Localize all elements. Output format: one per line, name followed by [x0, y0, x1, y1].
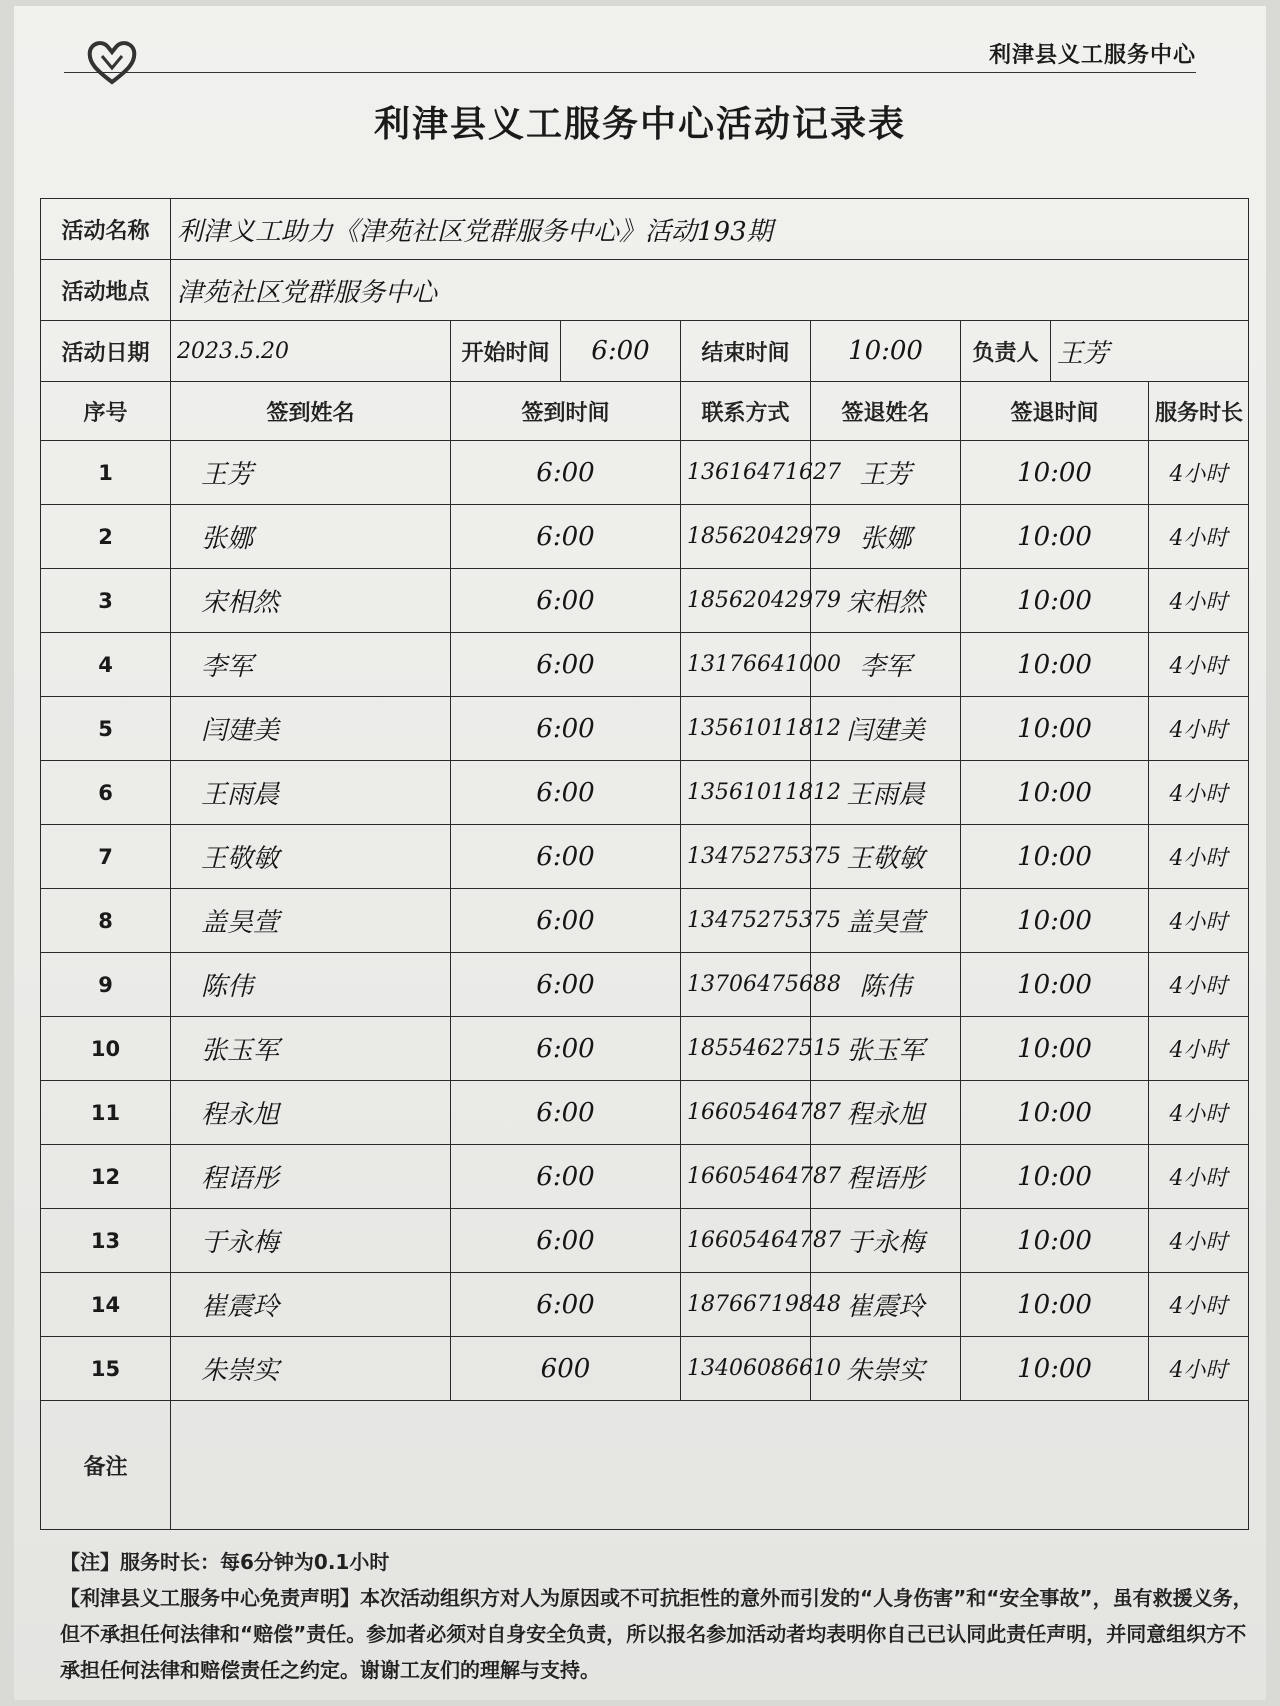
- signin-name: 陈伟: [171, 953, 451, 1017]
- signin-time: 6:00: [451, 889, 681, 953]
- row-seq: 6: [41, 761, 171, 825]
- signin-name: 宋相然: [171, 569, 451, 633]
- paper-sheet: [14, 6, 1266, 1700]
- service-duration: 4小时: [1149, 1017, 1249, 1081]
- phone: 13475275375: [681, 889, 811, 953]
- row-seq: 13: [41, 1209, 171, 1273]
- phone: 13706475688: [681, 953, 811, 1017]
- signout-name: 宋相然: [811, 569, 961, 633]
- page-title: 利津县义工服务中心活动记录表: [373, 104, 906, 145]
- org-name: 利津县义工服务中心: [988, 43, 1196, 68]
- phone: 18562042979: [681, 569, 811, 633]
- table-row: [41, 1081, 1249, 1145]
- table-row: [41, 1145, 1249, 1209]
- phone: 13561011812: [681, 761, 811, 825]
- signin-name: 朱崇实: [171, 1337, 451, 1401]
- table-row: [41, 825, 1249, 889]
- leader-label: 负责人: [961, 321, 1051, 382]
- activity-name-label: 活动名称: [41, 199, 171, 260]
- service-duration: 4小时: [1149, 953, 1249, 1017]
- heart-logo-icon: [84, 34, 140, 90]
- table-row: [41, 633, 1249, 697]
- header-divider: [64, 72, 1196, 73]
- row-seq: 8: [41, 889, 171, 953]
- signin-time: 6:00: [451, 1145, 681, 1209]
- location-value: 津苑社区党群服务中心: [171, 260, 1249, 321]
- remark-row: [41, 1401, 1249, 1530]
- service-duration: 4小时: [1149, 633, 1249, 697]
- row-seq: 7: [41, 825, 171, 889]
- service-duration: 4小时: [1149, 1273, 1249, 1337]
- end-time-label: 结束时间: [681, 321, 811, 382]
- end-time-value: 10:00: [811, 321, 961, 382]
- activity-name-value: 利津义工助力《津苑社区党群服务中心》活动193期: [171, 199, 1249, 260]
- phone: 16605464787: [681, 1209, 811, 1273]
- signin-name: 王敬敏: [171, 825, 451, 889]
- table-row: [41, 1209, 1249, 1273]
- signin-time: 6:00: [451, 441, 681, 505]
- col-header-signin-name: 签到姓名: [171, 382, 451, 441]
- signin-name: 张娜: [171, 505, 451, 569]
- service-duration: 4小时: [1149, 761, 1249, 825]
- signout-name: 朱崇实: [811, 1337, 961, 1401]
- table-row: [41, 1337, 1249, 1401]
- signout-name: 于永梅: [811, 1209, 961, 1273]
- signin-time: 600: [451, 1337, 681, 1401]
- signout-time: 10:00: [961, 1145, 1149, 1209]
- signout-time: 10:00: [961, 1017, 1149, 1081]
- signin-time: 6:00: [451, 1017, 681, 1081]
- service-duration-note: 【注】服务时长：每6分钟为0.1小时: [60, 1550, 390, 1574]
- leader-value: 王芳: [1051, 321, 1249, 382]
- column-header-row: [41, 382, 1249, 441]
- signout-name: 王雨晨: [811, 761, 961, 825]
- service-duration: 4小时: [1149, 1209, 1249, 1273]
- col-header-signin-time: 签到时间: [451, 382, 681, 441]
- signout-time: 10:00: [961, 633, 1149, 697]
- signout-time: 10:00: [961, 825, 1149, 889]
- phone: 13475275375: [681, 825, 811, 889]
- service-duration: 4小时: [1149, 1337, 1249, 1401]
- activity-name-row: [41, 199, 1249, 260]
- signin-time: 6:00: [451, 505, 681, 569]
- table-row: [41, 889, 1249, 953]
- signout-time: 10:00: [961, 1081, 1149, 1145]
- row-seq: 4: [41, 633, 171, 697]
- table-row: [41, 761, 1249, 825]
- signout-name: 程永旭: [811, 1081, 961, 1145]
- signin-time: 6:00: [451, 1209, 681, 1273]
- signout-time: 10:00: [961, 441, 1149, 505]
- phone: 18766719848: [681, 1273, 811, 1337]
- signout-time: 10:00: [961, 1337, 1149, 1401]
- service-duration: 4小时: [1149, 1081, 1249, 1145]
- signout-time: 10:00: [961, 1273, 1149, 1337]
- service-duration: 4小时: [1149, 505, 1249, 569]
- col-header-duration: 服务时长: [1149, 382, 1249, 441]
- date-row: [41, 321, 1249, 382]
- phone: 13561011812: [681, 697, 811, 761]
- location-label: 活动地点: [41, 260, 171, 321]
- service-duration: 4小时: [1149, 569, 1249, 633]
- signout-time: 10:00: [961, 889, 1149, 953]
- service-duration: 4小时: [1149, 889, 1249, 953]
- phone: 16605464787: [681, 1081, 811, 1145]
- row-seq: 9: [41, 953, 171, 1017]
- table-row: [41, 441, 1249, 505]
- row-seq: 15: [41, 1337, 171, 1401]
- phone: 16605464787: [681, 1145, 811, 1209]
- row-seq: 5: [41, 697, 171, 761]
- start-time-value: 6:00: [561, 321, 681, 382]
- row-seq: 11: [41, 1081, 171, 1145]
- table-row: [41, 1273, 1249, 1337]
- signin-name: 闫建美: [171, 697, 451, 761]
- signin-time: 6:00: [451, 761, 681, 825]
- phone: 13176641000: [681, 633, 811, 697]
- signin-name: 李军: [171, 633, 451, 697]
- signout-time: 10:00: [961, 569, 1149, 633]
- service-duration: 4小时: [1149, 1145, 1249, 1209]
- signout-name: 程语彤: [811, 1145, 961, 1209]
- table-row: [41, 1017, 1249, 1081]
- signin-name: 张玉军: [171, 1017, 451, 1081]
- row-seq: 10: [41, 1017, 171, 1081]
- signout-name: 张娜: [811, 505, 961, 569]
- col-header-phone: 联系方式: [681, 382, 811, 441]
- signout-time: 10:00: [961, 697, 1149, 761]
- phone: 18554627515: [681, 1017, 811, 1081]
- service-duration: 4小时: [1149, 697, 1249, 761]
- signin-name: 程永旭: [171, 1081, 451, 1145]
- phone: 13406086610: [681, 1337, 811, 1401]
- signin-time: 6:00: [451, 633, 681, 697]
- signout-name: 盖昊萱: [811, 889, 961, 953]
- table-row: [41, 953, 1249, 1017]
- service-duration: 4小时: [1149, 441, 1249, 505]
- row-seq: 12: [41, 1145, 171, 1209]
- signin-name: 盖昊萱: [171, 889, 451, 953]
- signin-time: 6:00: [451, 825, 681, 889]
- row-seq: 3: [41, 569, 171, 633]
- signin-time: 6:00: [451, 953, 681, 1017]
- start-time-label: 开始时间: [451, 321, 561, 382]
- signin-time: 6:00: [451, 697, 681, 761]
- signout-name: 王敬敏: [811, 825, 961, 889]
- row-seq: 14: [41, 1273, 171, 1337]
- signout-time: 10:00: [961, 761, 1149, 825]
- row-seq: 1: [41, 441, 171, 505]
- col-header-signout-name: 签退姓名: [811, 382, 961, 441]
- phone: 18562042979: [681, 505, 811, 569]
- signout-name: 张玉军: [811, 1017, 961, 1081]
- signout-name: 崔震玲: [811, 1273, 961, 1337]
- signin-name: 王芳: [171, 441, 451, 505]
- signin-name: 崔震玲: [171, 1273, 451, 1337]
- signout-name: 陈伟: [811, 953, 961, 1017]
- signin-name: 于永梅: [171, 1209, 451, 1273]
- signin-time: 6:00: [451, 569, 681, 633]
- signin-time: 6:00: [451, 1081, 681, 1145]
- table-row: [41, 505, 1249, 569]
- date-label: 活动日期: [41, 321, 171, 382]
- signin-name: 程语彤: [171, 1145, 451, 1209]
- disclaimer: 【利津县义工服务中心免责声明】本次活动组织方对人为原因或不可抗拒性的意外而引发的“人身伤害”和“安全事故”，虽有救援义务，但不承担任何法律和“赔偿”责任。参加者必须对自身安全负责，所以报名参加活动者均表明你自己已认同此责任声明，并同意组织方不承担任何法律和赔偿责任之约定。谢谢工友们的理解与支持。: [60, 1586, 1253, 1682]
- row-seq: 2: [41, 505, 171, 569]
- remark-label: 备注: [41, 1401, 171, 1530]
- signin-name: 王雨晨: [171, 761, 451, 825]
- col-header-signout-time: 签退时间: [961, 382, 1149, 441]
- signout-time: 10:00: [961, 1209, 1149, 1273]
- table-row: [41, 697, 1249, 761]
- signout-time: 10:00: [961, 953, 1149, 1017]
- signout-name: 李军: [811, 633, 961, 697]
- signout-name: 闫建美: [811, 697, 961, 761]
- table-row: [41, 569, 1249, 633]
- phone: 13616471627: [681, 441, 811, 505]
- service-duration: 4小时: [1149, 825, 1249, 889]
- signin-time: 6:00: [451, 1273, 681, 1337]
- remark-value[interactable]: [171, 1401, 1249, 1530]
- date-value: 2023.5.20: [171, 321, 451, 382]
- footer-notes: [60, 1544, 1260, 1688]
- location-row: [41, 260, 1249, 321]
- signout-name: 王芳: [811, 441, 961, 505]
- col-header-seq: 序号: [41, 382, 171, 441]
- activity-record-table: [40, 198, 1249, 1530]
- signout-time: 10:00: [961, 505, 1149, 569]
